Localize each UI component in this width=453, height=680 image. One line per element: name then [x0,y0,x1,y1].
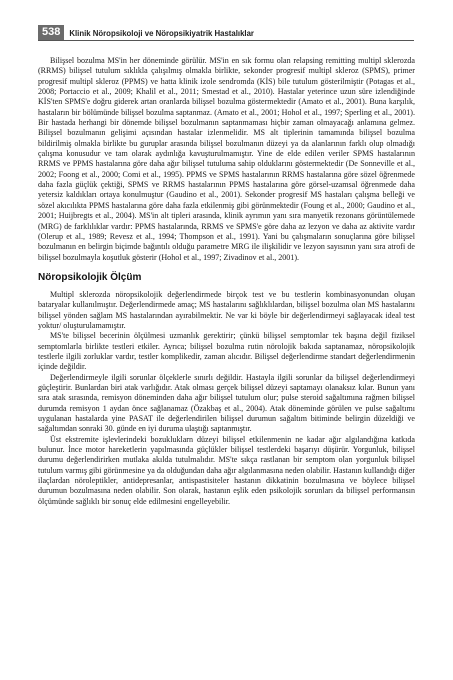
paragraph: Multipl sklerozda nöropsikolojik değerlendirmede birçok test ve bu testlerin kombinasyonundan oluşan bataryalar kullanılmıştır. Değerlendirmede amaç; MS hastalarını sağlıklılardan, bilişsel bozulma olan MS hastalarını bilişsel yönden sağlam MS hastalarından ayırabilmektir. Ne var ki böyle bir değerlendirmeyi sağlayacak ideal test yoktur/ oluşturulamamıştır. [38,289,415,330]
paragraph: Bilişsel bozulma MS'in her döneminde görülür. MS'in en sık formu olan relapsing remitting multipl sklerozda (RRMS) bilişsel tutulum sıklıkla çalışılmış olmakla birlikte, sekonder progresif multipl skleroz (SPMS), primer progresif multipl skleroz (PPMS) ve hatta klinik izole sendromda (KİS) bile tutulum gösterilmiştir (Potagas et al., 2008; Portaccio et al., 2009; Khalil et al., 2011; Smestad et al., 2010). Hastalar yeterince uzun süre izlendiğinde KİS'ten SPMS'e doğru giderek artan oranlarda bilişsel bozulma göstermektedir (Amato et al., 2001). Buna karşılık, hastaların bir bölümünde bilişsel bozulma saptanmaz. (Amato et al., 2001; Hohol et al., 1997; Sperling et al., 2001). Bir hastada herhangi bir dönemde bilişsel bozulmanın saptanmaması hiçbir zaman olmayacağı anlamına gelmez. Bilişsel bozulmanın gelişimi açısından hastalar izlenmelidir. MS alt tiplerinin tamamında bilişsel bozulma bildirilmiş olmakla birlikte bu guruplar arasında bilişsel bozulmanın düzeyi ya da alanlarının farklı olup olmadığı çalışma konusudur ve tam olarak aydınlığa kavuşturulmamıştır. Yine de elde edilen veriler SPMS hastalarının RRMS ve PPMS hastalarına göre daha ağır bilişsel tutuluma sahip olduklarını göstermektedir (De Sonneville et al., 2002; Foong et al., 2000; Comi et al., 1995). PPMS ve SPMS hastalarının RRMS hastalarına göre sözel öğrenmede daha fazla güçlük çektiği, SPMS ve RRMS hastalarının PPMS hastalarına göre görsel-uzamsal öğrenmede daha yetersiz kaldıkları ortaya konulmuştur (Gaudino et al., 2001). Sekonder progresif MS hastaları çalışma belleği ve sözel akıcılıkta PPMS hastalarına göre daha fazla etkilenmiş gibi görünmektedir (Foung et al., 2000; Gaudino et al., 2001; Huijbregts et al., 2004). MS'in alt tipleri arasında, klinik ayrımın yanı sıra manyetik rezonans görüntülemede (MRG) de farklılıklar vardır: PPMS hastalarında, RRMS ve SPMS'e göre daha az lezyon ve daha az aktivite vardır (Olerup et al., 1989; Revesz et al., 1994; Thompson et al., 1991). Yani bu çalışmaların sonuçlarına göre bilişsel bozulmanın en belirgin biçimde bağıntılı olduğu parametre MRG ile ilişkilidir ve lezyon sayısının yanı sıra atrofi de bilişsel bozulmayla koşutluk gösterir (Hohol et al., 1997; Zivadinov et al., 2001). [38,56,415,262]
page-number: 538 [38,25,64,40]
main-text [38,56,415,507]
paragraph: MS'te bilişsel becerinin ölçülmesi uzmanlık gerektirir; çünkü bilişsel semptomlar tek başına değil fiziksel semptomlarla birlikte testleri etkiler. Ayrıca; bilişsel bozulma rutin nörolojik bakıda saptanamaz, nöropsikolojik testlerle ilgili zorluklar vardır, testler komplikedir, zaman alıcıdır. Bilişsel değerlendirme standart değerlendirmenin içinde değildir. [38,331,415,372]
running-title: Klinik Nöropsikoloji ve Nöropsikiyatrik Hastalıklar [69,29,254,38]
paragraph: Üst ekstremite işlevlerindeki bozukluklarn düzeyi bilişsel etkilenmenin ne kadar ağır algılandığına katkıda bulunur. İnce motor hareketlerin yapılmasında güçlükler bilişsel testlerdeki başarıyı düşürür. Yorgunluk, bilişsel durumu değerlendirirken mutlaka akılda tutulmalıdır. MS'te sıkça rastlanan bir semptom olan yorgunluk bilişsel tutulum varmış gibi görünmesine ya da olduğundan daha ağır algılanmasına neden olabilir. Hastanın kullandığı diğer ilaçlardan nöroleptikler, antidepresanlar, antispastisiteler hastanın dikkatinin bozulmasına ve böylece bilişsel durumun bozulmasına neden olabilir. Son olarak, hastanın eşlik eden psikolojik sorunları da bilişsel performansın ölçümünde sağlıklı bir sonuç elde edilmesini engelleyebilir. [38,434,415,506]
paragraph: Değerlendirmeyle ilgili sorunlar ölçeklerle sınırlı değildir. Hastayla ilgili sorunlar da bilişsel değerlendirmeyi güçleştirir. Bunlardan biri atak varlığıdır. Atak olması gerçek bilişsel düzeyi saptamayı olanaksız kılar. Bunun yanı sıra atak sırasında, remisyon döneminden daha ağır bilişsel tutulum olur; pulse steroid sağaltımına rağmen bilişsel durumda remisyon 1 aydan önce sağlanamaz (Özakbaş et al., 2004). Atak döneminde görülen ve pulse sağaltımı uygulanan hastalarda yine PASAT ile değerlendirilen bilişsel durumun sağaltım bitiminde belirgin düzeldiği ve sağaltımdan sonraki 30. günde en iyi duruma ulaştığı saptanmıştır. [38,372,415,434]
running-header [38,24,414,41]
section-heading: Nöropsikolojik Ölçüm [38,271,142,283]
